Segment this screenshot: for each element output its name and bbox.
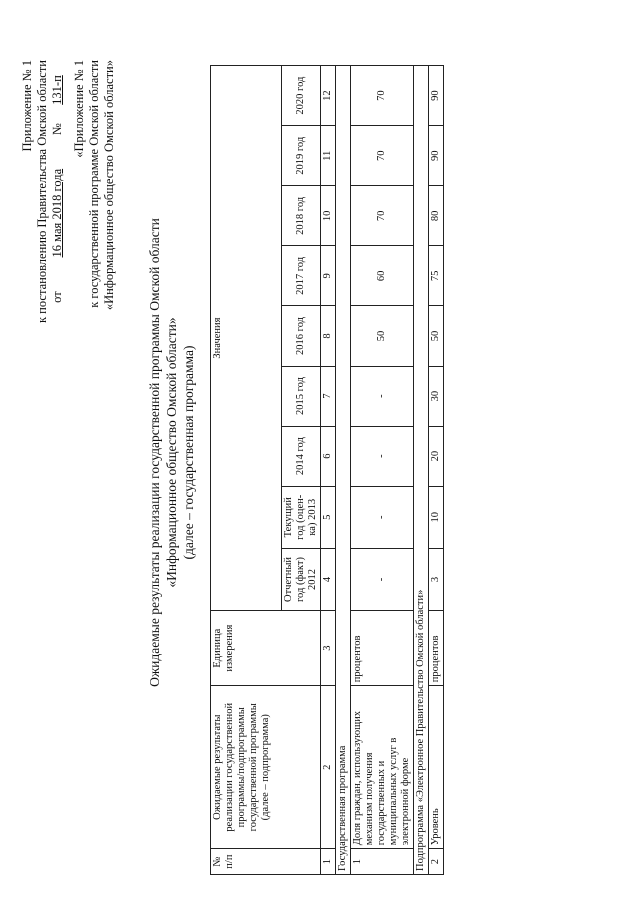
header-values: Значения (211, 66, 282, 611)
row-unit: процентов (351, 611, 414, 686)
resolution-date: 16 мая 2018 года (50, 168, 64, 258)
header-line-2: к постановлению Правительства Омской области (35, 60, 49, 324)
year-cell: 2018 год (282, 186, 321, 246)
section-row (414, 66, 429, 875)
row-unit: процентов (429, 611, 444, 686)
year-cell: Отчетный год (факт) 2012 (282, 548, 321, 610)
row-result: Доля граждан, использующих механизм получения государственных и муниципальных услуг в электронной форме (351, 686, 414, 849)
document-title: Ожидаемые результаты реализации государственной программы Омской области «Информационное общество Омской области» (далее – государственная программа) (147, 218, 196, 687)
header-result: Ожидаемые результаты реализации государственной программы/подпрограммы государственной программы (далее – подпрограмма) (211, 686, 321, 849)
annex-line-1: «Приложение № 1 (72, 60, 86, 158)
row-num: 2 (429, 849, 444, 875)
section-title: Государственная программа (336, 66, 351, 875)
year-cell: Текущий год (оцен-ка) 2013 (282, 486, 321, 548)
year-cell: 2017 год (282, 246, 321, 306)
row-result: Уровень (429, 686, 444, 849)
table-row: 1 Доля граждан, использующих механизм получения государственных и муниципальных услуг в электронной форме процентов - - - - 50 60 70 70 70 (351, 66, 414, 875)
header-line-1: Приложение № 1 (20, 60, 34, 152)
year-cell: 2016 год (282, 306, 321, 366)
header-line-3: от 16 мая 2018 года № 131-п (50, 60, 65, 323)
header-unit: Единица измерения (211, 611, 321, 686)
table-header-row (211, 66, 282, 875)
results-table (210, 65, 444, 875)
header-num: № п/п (211, 849, 321, 875)
year-cell: 2019 год (282, 126, 321, 186)
annex-line-3: «Информационное общество Омской области» (102, 60, 116, 311)
annex-header (72, 60, 117, 310)
year-cell: 2015 год (282, 366, 321, 426)
resolution-number: 131-п (50, 75, 64, 105)
year-cell: 2014 год (282, 426, 321, 486)
table-row: 2 Уровень процентов 3 10 20 30 50 75 80 90 90 (429, 66, 444, 875)
section-row (336, 66, 351, 875)
resolution-header (20, 60, 65, 323)
column-number-row: 1 2 3 4 5 6 7 8 9 10 11 12 (321, 66, 336, 875)
row-num: 1 (351, 849, 414, 875)
section-title: Подпрограмма «Электронное Правительство Омской области» (414, 66, 429, 875)
year-cell: 2020 год (282, 66, 321, 126)
annex-line-2: к государственной программе Омской области (87, 60, 101, 308)
